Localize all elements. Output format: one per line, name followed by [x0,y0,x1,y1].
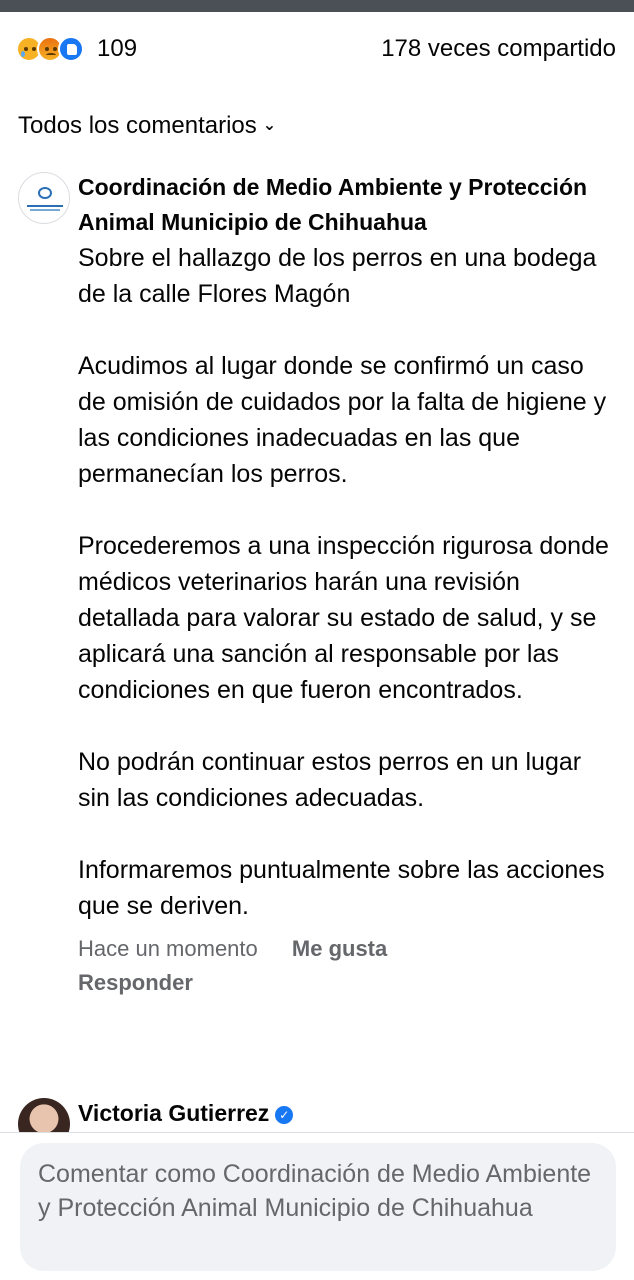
comment-timestamp[interactable]: Hace un momento [78,936,258,961]
comment-body [78,170,618,1000]
reply-button[interactable]: Responder [78,970,193,995]
top-status-strip [0,0,634,12]
next-comment [18,1094,618,1132]
comment-author[interactable]: Coordinación de Medio Ambiente y Protección Animal Municipio de Chihuahua [78,174,588,235]
comment-composer-area [0,1132,634,1280]
reactions-bar [0,30,634,70]
comment-input[interactable] [20,1143,616,1271]
reaction-count[interactable]: 109 [97,35,138,62]
comment-text: Sobre el hallazgo de los perros en una bodega de la calle Flores Magón Acudimos al lugar donde se confirmó un caso de omisión de cuidados por la falta de higiene y las condiciones inadecuadas en las que permanecían los perros. Procederemos a una inspección rigurosa donde médicos veterinarios harán una revisión detallada para valorar su estado de salud, y se aplicará una sanción al responsable por las condiciones en que fueron encontrados. No podrán continuar estos perros en un lugar sin las condiciones adecuadas. Informaremos puntualmente sobre las acciones que se deriven. [78,244,609,920]
comments-filter-dropdown[interactable] [18,110,276,142]
comment-author-next[interactable] [78,1096,293,1130]
comments-filter-label: Todos los comentarios [18,112,257,139]
chevron-down-icon: ⌄ [262,117,277,134]
like-button[interactable]: Me gusta [291,936,388,961]
comment-input-placeholder: Comentar como Coordinación de Medio Ambiente y Protección Animal Municipio de Chihuahua [38,1160,592,1222]
comment-author-name: Victoria Gutierrez [78,1100,270,1126]
like-reaction-icon [58,36,84,62]
share-count[interactable]: 178 veces compartido [381,35,616,62]
comment-meta [78,932,618,1000]
logo-icon [38,187,52,199]
avatar[interactable] [18,172,70,224]
verified-badge-icon: ✓ [275,1106,293,1124]
